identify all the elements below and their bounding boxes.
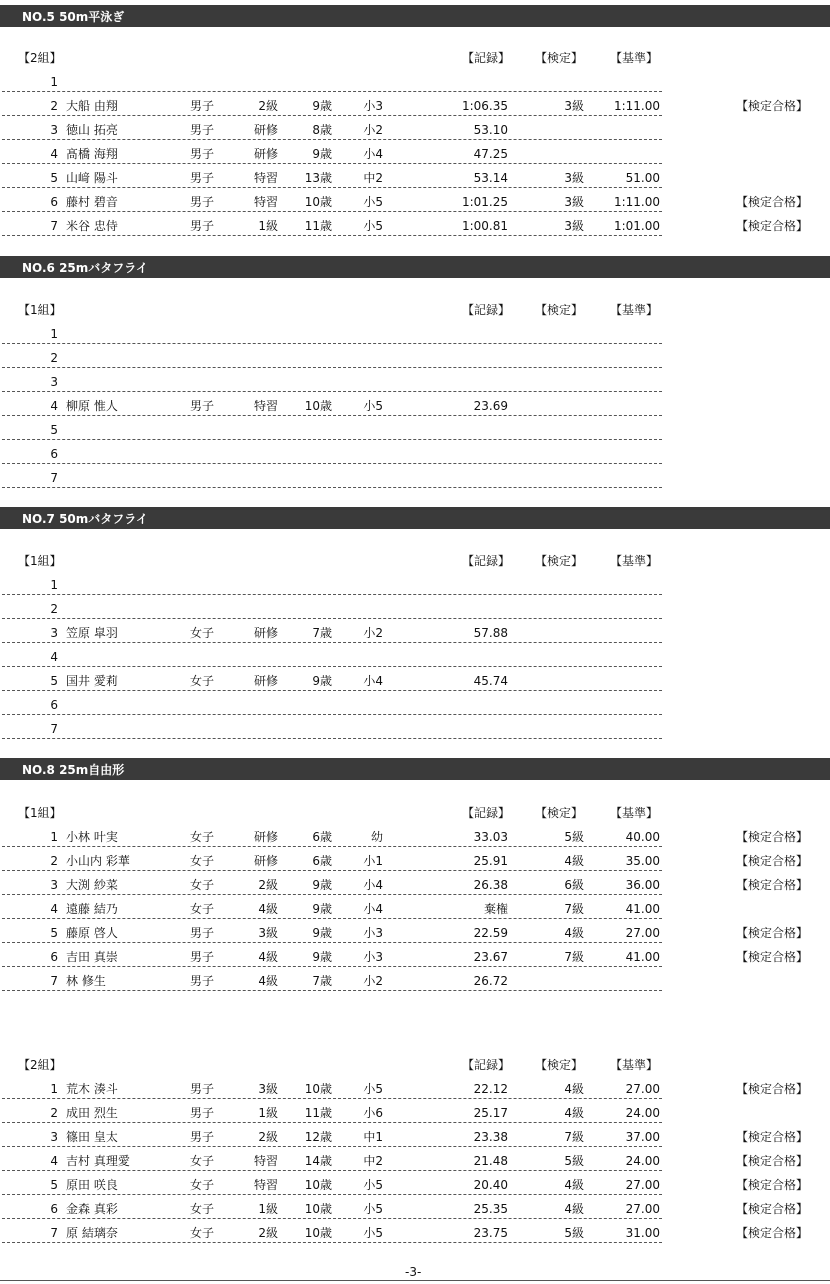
cell-age: 10歳: [304, 1082, 332, 1096]
cell-age: 13歳: [304, 171, 332, 185]
cell-lane: 5: [50, 1178, 58, 1192]
cell-name: 藤村 碧音: [66, 195, 118, 209]
row-underline: [2, 942, 662, 943]
row-underline: [2, 738, 662, 739]
row-underline: [2, 1218, 662, 1219]
cell-age: 11歳: [304, 1106, 332, 1120]
cell-gender: 男子: [190, 1106, 215, 1120]
cell-grade: 小3: [363, 950, 383, 964]
cell-lane: 7: [50, 1226, 58, 1240]
cell-lane: 5: [50, 674, 58, 688]
cell-pass: 【検定合格】: [736, 195, 809, 209]
header-record: 【記録】: [462, 51, 511, 65]
cell-grade: 小5: [363, 219, 383, 233]
cell-pass: 【検定合格】: [736, 1202, 809, 1216]
cell-lane: 5: [50, 423, 58, 437]
cell-name: 篠田 皇太: [66, 1130, 118, 1144]
row-underline: [2, 211, 662, 212]
row-underline: [2, 1194, 662, 1195]
event-header-no7: NO.7 50mバタフライ: [0, 507, 830, 529]
cell-gender: 女子: [190, 878, 215, 892]
cell-test: 3級: [564, 171, 584, 185]
cell-age: 10歳: [304, 195, 332, 209]
cell-test: 6級: [564, 878, 584, 892]
cell-name: 山﨑 陽斗: [66, 171, 118, 185]
cell-standard: 1:01.00: [613, 219, 660, 233]
cell-gender: 男子: [190, 399, 215, 413]
cell-gender: 女子: [190, 1226, 215, 1240]
cell-name: 原 結璃奈: [66, 1226, 118, 1240]
cell-gender: 男子: [190, 123, 215, 137]
cell-level: 研修: [253, 123, 278, 137]
cell-level: 研修: [253, 674, 278, 688]
cell-level: 2級: [258, 878, 278, 892]
cell-grade: 中2: [363, 171, 383, 185]
cell-record: 23.75: [473, 1226, 508, 1240]
row-underline: [2, 367, 662, 368]
cell-grade: 小4: [363, 147, 383, 161]
cell-record: 53.14: [473, 171, 508, 185]
header-record: 【記録】: [462, 554, 511, 568]
cell-gender: 男子: [190, 1082, 215, 1096]
cell-lane: 1: [50, 1082, 58, 1096]
cell-grade: 小5: [363, 1178, 383, 1192]
cell-standard: 27.00: [625, 1082, 660, 1096]
event-header-no5: NO.5 50m平泳ぎ: [0, 5, 830, 27]
group-label: 【1組】: [18, 806, 62, 820]
cell-record: 22.12: [473, 1082, 508, 1096]
cell-gender: 男子: [190, 1130, 215, 1144]
row-underline: [2, 1170, 662, 1171]
cell-age: 14歳: [304, 1154, 332, 1168]
cell-name: 大渕 紗菜: [66, 878, 118, 892]
cell-test: 3級: [564, 195, 584, 209]
cell-record: 22.59: [473, 926, 508, 940]
cell-lane: 7: [50, 722, 58, 736]
cell-pass: 【検定合格】: [736, 830, 809, 844]
cell-name: 小林 叶実: [66, 830, 118, 844]
cell-record: 1:01.25: [461, 195, 508, 209]
cell-lane: 2: [50, 602, 58, 616]
cell-name: 柳原 惟人: [66, 399, 118, 413]
cell-standard: 37.00: [625, 1130, 660, 1144]
cell-gender: 女子: [190, 902, 215, 916]
cell-grade: 小4: [363, 902, 383, 916]
cell-grade: 中1: [363, 1130, 383, 1144]
cell-standard: 27.00: [625, 1202, 660, 1216]
cell-gender: 女子: [190, 854, 215, 868]
row-underline: [2, 343, 662, 344]
header-standard: 【基準】: [610, 554, 659, 568]
cell-lane: 4: [50, 147, 58, 161]
cell-level: 特習: [253, 399, 278, 413]
cell-level: 4級: [258, 902, 278, 916]
group-label: 【2組】: [18, 51, 62, 65]
cell-lane: 4: [50, 902, 58, 916]
cell-standard: 31.00: [625, 1226, 660, 1240]
cell-gender: 女子: [190, 674, 215, 688]
header-test: 【検定】: [535, 806, 584, 820]
cell-lane: 1: [50, 327, 58, 341]
cell-lane: 4: [50, 650, 58, 664]
header-record: 【記録】: [462, 806, 511, 820]
cell-lane: 1: [50, 578, 58, 592]
cell-level: 特習: [253, 1154, 278, 1168]
cell-standard: 36.00: [625, 878, 660, 892]
cell-name: 成田 烈生: [66, 1106, 118, 1120]
cell-test: 3級: [564, 219, 584, 233]
cell-gender: 男子: [190, 171, 215, 185]
cell-age: 9歳: [312, 99, 332, 113]
header-record: 【記録】: [462, 1058, 511, 1072]
cell-gender: 男子: [190, 974, 215, 988]
cell-age: 6歳: [312, 830, 332, 844]
row-underline: [2, 894, 662, 895]
cell-age: 9歳: [312, 878, 332, 892]
cell-level: 研修: [253, 830, 278, 844]
cell-grade: 小5: [363, 1202, 383, 1216]
event-header-no6: NO.6 25mバタフライ: [0, 256, 830, 278]
cell-pass: 【検定合格】: [736, 1130, 809, 1144]
cell-age: 9歳: [312, 902, 332, 916]
row-underline: [2, 966, 662, 967]
cell-pass: 【検定合格】: [736, 1082, 809, 1096]
footer-rule: [0, 1280, 830, 1281]
cell-lane: 7: [50, 219, 58, 233]
cell-gender: 女子: [190, 626, 215, 640]
cell-record: 53.10: [473, 123, 508, 137]
row-underline: [2, 187, 662, 188]
cell-test: 4級: [564, 926, 584, 940]
cell-standard: 24.00: [625, 1106, 660, 1120]
cell-standard: 35.00: [625, 854, 660, 868]
cell-gender: 男子: [190, 219, 215, 233]
cell-gender: 女子: [190, 1178, 215, 1192]
cell-name: 吉村 真理愛: [66, 1154, 130, 1168]
cell-lane: 1: [50, 830, 58, 844]
cell-record: 20.40: [473, 1178, 508, 1192]
cell-grade: 小4: [363, 878, 383, 892]
cell-grade: 小5: [363, 195, 383, 209]
cell-pass: 【検定合格】: [736, 1154, 809, 1168]
cell-grade: 小4: [363, 674, 383, 688]
cell-level: 4級: [258, 974, 278, 988]
cell-level: 特習: [253, 171, 278, 185]
cell-grade: 中2: [363, 1154, 383, 1168]
cell-gender: 男子: [190, 950, 215, 964]
row-underline: [2, 714, 662, 715]
cell-record: 33.03: [473, 830, 508, 844]
row-underline: [2, 666, 662, 667]
row-underline: [2, 463, 662, 464]
row-underline: [2, 139, 662, 140]
cell-record: 26.38: [473, 878, 508, 892]
cell-record: 57.88: [473, 626, 508, 640]
cell-test: 7級: [564, 1130, 584, 1144]
cell-standard: 41.00: [625, 902, 660, 916]
cell-age: 12歳: [304, 1130, 332, 1144]
row-underline: [2, 91, 662, 92]
cell-gender: 女子: [190, 830, 215, 844]
cell-name: 遠藤 結乃: [66, 902, 118, 916]
cell-test: 4級: [564, 1106, 584, 1120]
cell-lane: 6: [50, 950, 58, 964]
cell-lane: 7: [50, 974, 58, 988]
cell-test: 5級: [564, 830, 584, 844]
cell-age: 9歳: [312, 926, 332, 940]
row-underline: [2, 1098, 662, 1099]
cell-lane: 6: [50, 447, 58, 461]
cell-name: 笠原 皐羽: [66, 626, 118, 640]
group-label: 【1組】: [18, 554, 62, 568]
cell-pass: 【検定合格】: [736, 878, 809, 892]
cell-test: 4級: [564, 1082, 584, 1096]
cell-name: 大船 由翔: [66, 99, 118, 113]
cell-name: 徳山 拓亮: [66, 123, 118, 137]
cell-name: 髙橋 海翔: [66, 147, 118, 161]
cell-lane: 2: [50, 854, 58, 868]
cell-age: 9歳: [312, 950, 332, 964]
cell-grade: 小2: [363, 626, 383, 640]
cell-age: 9歳: [312, 147, 332, 161]
cell-test: 4級: [564, 1202, 584, 1216]
cell-lane: 2: [50, 99, 58, 113]
header-test: 【検定】: [535, 303, 584, 317]
cell-name: 藤原 啓人: [66, 926, 118, 940]
cell-grade: 小3: [363, 926, 383, 940]
row-underline: [2, 1146, 662, 1147]
cell-record: 1:00.81: [461, 219, 508, 233]
cell-grade: 小2: [363, 123, 383, 137]
cell-pass: 【検定合格】: [736, 854, 809, 868]
row-underline: [2, 235, 662, 236]
cell-age: 7歳: [312, 626, 332, 640]
cell-test: 3級: [564, 99, 584, 113]
cell-gender: 男子: [190, 926, 215, 940]
cell-lane: 3: [50, 1130, 58, 1144]
cell-age: 10歳: [304, 399, 332, 413]
row-underline: [2, 690, 662, 691]
cell-standard: 51.00: [625, 171, 660, 185]
cell-test: 5級: [564, 1226, 584, 1240]
cell-level: 3級: [258, 926, 278, 940]
cell-grade: 小5: [363, 1226, 383, 1240]
cell-level: 4級: [258, 950, 278, 964]
cell-name: 林 修生: [66, 974, 106, 988]
row-underline: [2, 115, 662, 116]
event-header-no8: NO.8 25m自由形: [0, 758, 830, 780]
cell-age: 7歳: [312, 974, 332, 988]
cell-record: 25.91: [473, 854, 508, 868]
cell-level: 2級: [258, 1130, 278, 1144]
cell-pass: 【検定合格】: [736, 1178, 809, 1192]
cell-record: 23.38: [473, 1130, 508, 1144]
cell-lane: 6: [50, 195, 58, 209]
row-underline: [2, 870, 662, 871]
cell-name: 国井 愛莉: [66, 674, 118, 688]
cell-gender: 女子: [190, 1154, 215, 1168]
header-standard: 【基準】: [610, 303, 659, 317]
cell-level: 1級: [258, 219, 278, 233]
cell-record: 21.48: [473, 1154, 508, 1168]
cell-standard: 27.00: [625, 1178, 660, 1192]
cell-level: 2級: [258, 99, 278, 113]
cell-pass: 【検定合格】: [736, 950, 809, 964]
cell-name: 原田 咲良: [66, 1178, 118, 1192]
cell-standard: 1:11.00: [613, 99, 660, 113]
cell-level: 研修: [253, 854, 278, 868]
cell-lane: 2: [50, 1106, 58, 1120]
cell-grade: 小5: [363, 1082, 383, 1096]
cell-name: 米谷 忠侍: [66, 219, 118, 233]
cell-lane: 5: [50, 926, 58, 940]
cell-lane: 4: [50, 399, 58, 413]
cell-test: 5級: [564, 1154, 584, 1168]
row-underline: [2, 918, 662, 919]
row-underline: [2, 846, 662, 847]
cell-gender: 男子: [190, 99, 215, 113]
cell-record: 25.35: [473, 1202, 508, 1216]
row-underline: [2, 487, 662, 488]
cell-test: 7級: [564, 902, 584, 916]
cell-grade: 小3: [363, 99, 383, 113]
cell-level: 1級: [258, 1106, 278, 1120]
cell-record: 棄権: [483, 902, 508, 916]
row-underline: [2, 1242, 662, 1243]
group-label: 【1組】: [18, 303, 62, 317]
header-test: 【検定】: [535, 51, 584, 65]
cell-lane: 3: [50, 123, 58, 137]
cell-level: 研修: [253, 626, 278, 640]
row-underline: [2, 594, 662, 595]
cell-record: 26.72: [473, 974, 508, 988]
cell-level: 2級: [258, 1226, 278, 1240]
row-underline: [2, 439, 662, 440]
cell-lane: 7: [50, 471, 58, 485]
cell-name: 小山内 彩華: [66, 854, 130, 868]
row-underline: [2, 391, 662, 392]
row-underline: [2, 642, 662, 643]
cell-name: 吉田 真崇: [66, 950, 118, 964]
cell-level: 研修: [253, 147, 278, 161]
header-standard: 【基準】: [610, 806, 659, 820]
cell-grade: 小6: [363, 1106, 383, 1120]
cell-level: 特習: [253, 195, 278, 209]
cell-test: 4級: [564, 1178, 584, 1192]
cell-age: 10歳: [304, 1178, 332, 1192]
cell-pass: 【検定合格】: [736, 219, 809, 233]
cell-level: 特習: [253, 1178, 278, 1192]
cell-pass: 【検定合格】: [736, 1226, 809, 1240]
row-underline: [2, 618, 662, 619]
cell-lane: 3: [50, 878, 58, 892]
cell-lane: 3: [50, 626, 58, 640]
cell-record: 45.74: [473, 674, 508, 688]
header-record: 【記録】: [462, 303, 511, 317]
cell-grade: 小5: [363, 399, 383, 413]
cell-age: 10歳: [304, 1226, 332, 1240]
cell-record: 47.25: [473, 147, 508, 161]
cell-age: 9歳: [312, 674, 332, 688]
row-underline: [2, 1122, 662, 1123]
cell-grade: 小1: [363, 854, 383, 868]
group-label: 【2組】: [18, 1058, 62, 1072]
cell-lane: 4: [50, 1154, 58, 1168]
header-test: 【検定】: [535, 554, 584, 568]
cell-lane: 6: [50, 698, 58, 712]
header-standard: 【基準】: [610, 51, 659, 65]
row-underline: [2, 415, 662, 416]
page-number: -3-: [405, 1265, 422, 1279]
cell-test: 4級: [564, 854, 584, 868]
cell-lane: 5: [50, 171, 58, 185]
cell-lane: 1: [50, 75, 58, 89]
cell-name: 荒木 湊斗: [66, 1082, 118, 1096]
cell-age: 11歳: [304, 219, 332, 233]
cell-age: 6歳: [312, 854, 332, 868]
cell-age: 10歳: [304, 1202, 332, 1216]
cell-lane: 6: [50, 1202, 58, 1216]
cell-pass: 【検定合格】: [736, 99, 809, 113]
cell-gender: 男子: [190, 147, 215, 161]
header-standard: 【基準】: [610, 1058, 659, 1072]
cell-standard: 41.00: [625, 950, 660, 964]
cell-age: 8歳: [312, 123, 332, 137]
cell-standard: 27.00: [625, 926, 660, 940]
cell-record: 1:06.35: [461, 99, 508, 113]
cell-lane: 2: [50, 351, 58, 365]
cell-test: 7級: [564, 950, 584, 964]
cell-pass: 【検定合格】: [736, 926, 809, 940]
row-underline: [2, 163, 662, 164]
cell-record: 23.67: [473, 950, 508, 964]
cell-record: 25.17: [473, 1106, 508, 1120]
header-test: 【検定】: [535, 1058, 584, 1072]
cell-grade: 幼: [370, 830, 383, 844]
cell-standard: 24.00: [625, 1154, 660, 1168]
cell-gender: 男子: [190, 195, 215, 209]
cell-level: 3級: [258, 1082, 278, 1096]
cell-level: 1級: [258, 1202, 278, 1216]
cell-record: 23.69: [473, 399, 508, 413]
cell-lane: 3: [50, 375, 58, 389]
cell-gender: 女子: [190, 1202, 215, 1216]
cell-grade: 小2: [363, 974, 383, 988]
row-underline: [2, 990, 662, 991]
cell-name: 金森 真彩: [66, 1202, 118, 1216]
cell-standard: 1:11.00: [613, 195, 660, 209]
cell-standard: 40.00: [625, 830, 660, 844]
